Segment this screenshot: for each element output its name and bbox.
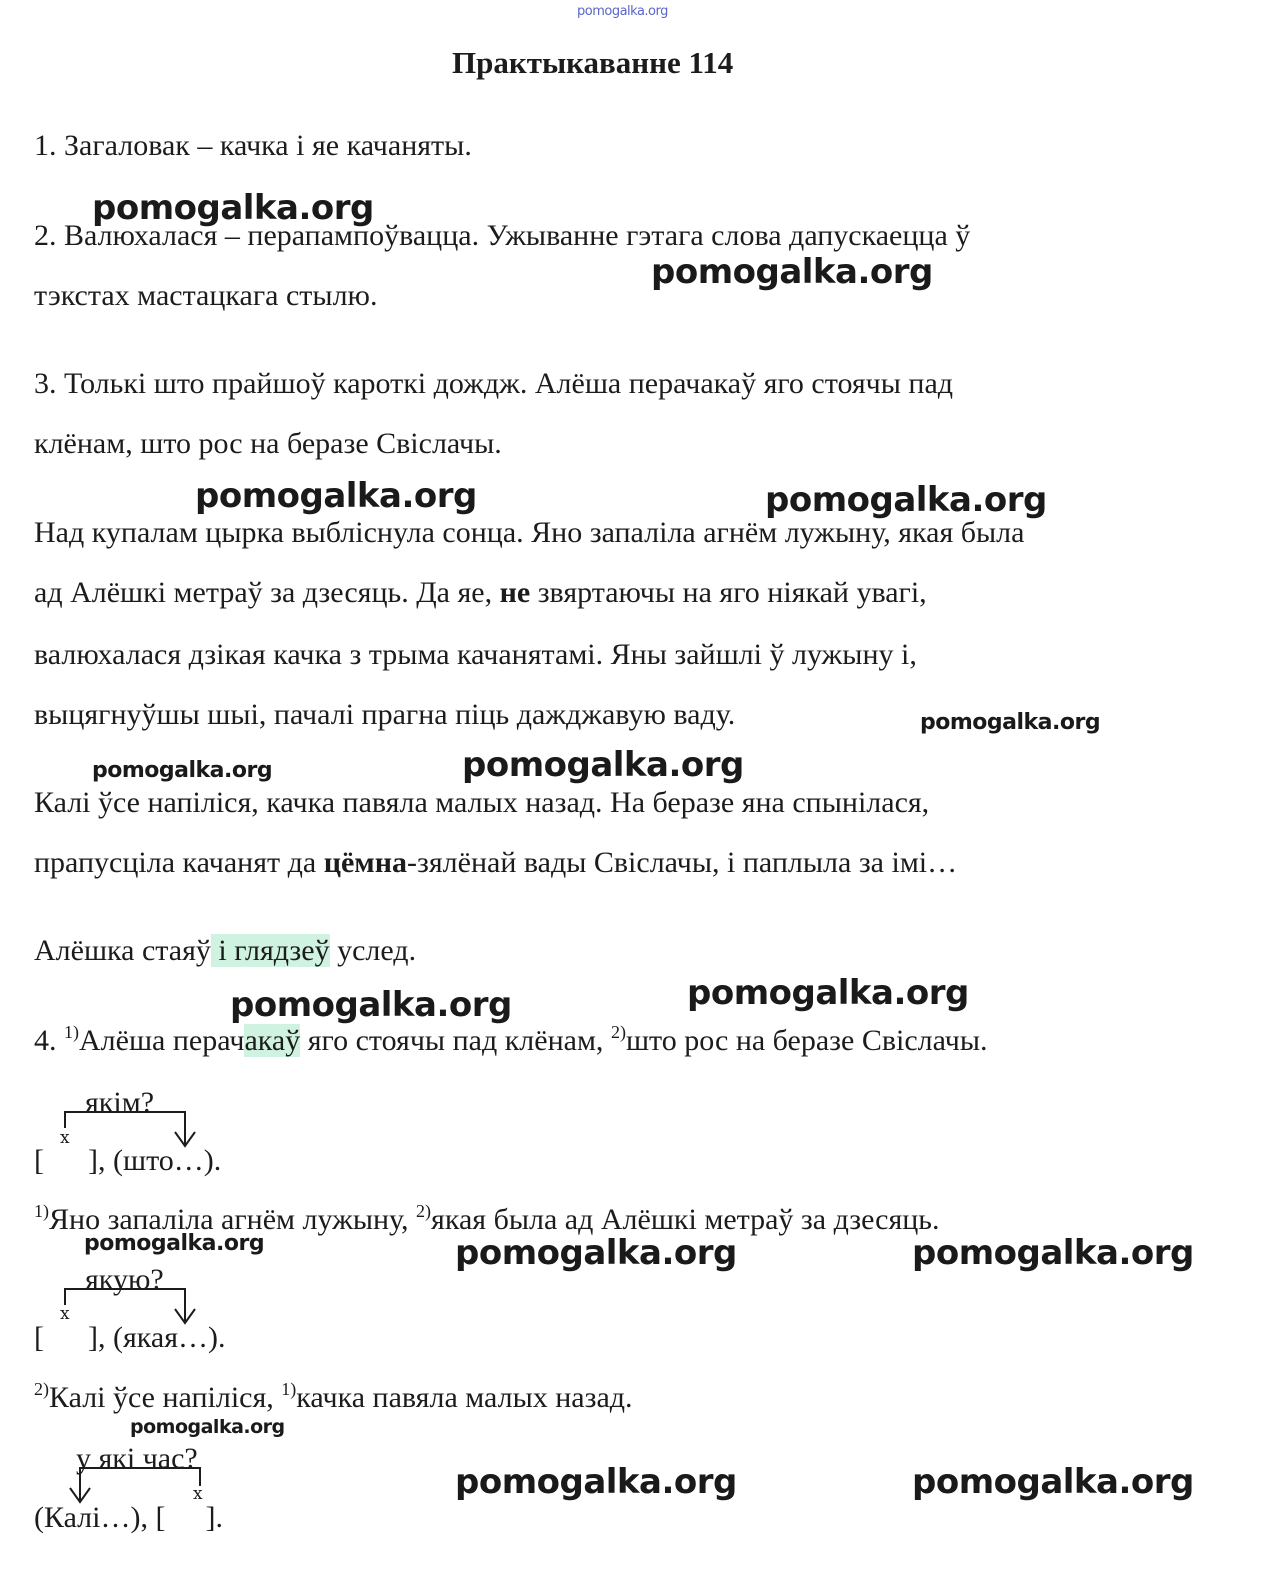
watermark: pomogalka.org bbox=[651, 252, 933, 292]
diagram3-x: x bbox=[193, 1484, 203, 1504]
diagram2-x: x bbox=[60, 1304, 70, 1324]
watermark: pomogalka.org bbox=[84, 1231, 265, 1256]
watermark-top: pomogalka.org bbox=[577, 4, 668, 19]
item2-line1: 2. Валюхалася – перапампоўвацца. Ужыванне гэтага слова дапускаецца ў bbox=[34, 219, 971, 252]
watermark: pomogalka.org bbox=[765, 480, 1047, 520]
watermark: pomogalka.org bbox=[920, 710, 1101, 735]
item4-s2-marker2: 2) bbox=[416, 1201, 432, 1221]
item3-line5: валюхалася дзікая качка з трыма качанятамі. Яны зайшлі ў лужыну і, bbox=[34, 638, 917, 671]
item4-s1-a: Алёша перач bbox=[79, 1024, 245, 1057]
watermark: pomogalka.org bbox=[92, 758, 273, 783]
watermark: pomogalka.org bbox=[687, 973, 969, 1013]
item3-line2: клёнам, што рос на беразе Свіслачы. bbox=[34, 427, 502, 460]
item3-line7: Калі ўсе напіліся, качка павяла малых назад. На беразе яна спынілася, bbox=[34, 786, 930, 819]
item3-line8-bold: цёмна bbox=[323, 846, 408, 879]
item3-line3: Над купалам цырка выбліснула сонца. Яно запаліла агнём лужыну, якая была bbox=[34, 516, 1025, 549]
item3-line4-a: ад Алёшкі метраў за дзесяць. Да яе, bbox=[34, 576, 500, 609]
diagram1-bracket: [ bbox=[34, 1144, 44, 1177]
item4-s2-b: якая была ад Алёшкі метраў за дзесяць. bbox=[431, 1203, 940, 1236]
item2-line2: тэкстах мастацкага стылю. bbox=[34, 279, 378, 312]
watermark: pomogalka.org bbox=[462, 745, 744, 785]
diagram3-formula bbox=[34, 1503, 223, 1533]
diagram3-open: (Калі…), [ bbox=[34, 1501, 166, 1534]
watermark: pomogalka.org bbox=[195, 476, 477, 516]
diagram2-formula bbox=[34, 1323, 226, 1353]
item4-s1-marker1: 1) bbox=[64, 1022, 79, 1042]
diagram3-question: у які час? bbox=[76, 1442, 198, 1475]
item3-line4-c: звяртаючы на яго ніякай увагі, bbox=[530, 576, 927, 609]
watermark: pomogalka.org bbox=[130, 1416, 285, 1438]
item4-s3-marker1: 2) bbox=[34, 1379, 49, 1399]
item4-sentence1 bbox=[34, 1022, 988, 1057]
item4-s3-b: качка павяла малых назад. bbox=[296, 1381, 633, 1414]
item4-sentence3 bbox=[34, 1379, 633, 1414]
item3-line1: 3. Толькі што прайшоў кароткі дождж. Алёша перачакаў яго стоячы пад bbox=[34, 367, 954, 400]
item3-line9-highlight: і глядзеў bbox=[210, 934, 330, 967]
page-title: Практыкаванне 114 bbox=[452, 45, 734, 80]
item3-line4 bbox=[34, 578, 927, 608]
watermark: pomogalka.org bbox=[92, 188, 374, 228]
item3-line8-a: прапусціла качанят да bbox=[34, 846, 324, 879]
watermark: pomogalka.org bbox=[455, 1462, 737, 1502]
diagram3-close: ]. bbox=[205, 1501, 223, 1534]
watermark: pomogalka.org bbox=[455, 1233, 737, 1273]
item3-line9-c: услед. bbox=[329, 934, 417, 967]
watermark: pomogalka.org bbox=[230, 985, 512, 1025]
item4-s2-marker1: 1) bbox=[34, 1201, 49, 1221]
diagram1-question: якім? bbox=[85, 1086, 155, 1119]
item4-s2-a: Яно запаліла агнём лужыну, bbox=[49, 1203, 417, 1236]
item4-s1-d: што рос на беразе Свіслачы. bbox=[625, 1024, 988, 1057]
diagram2-rest: ], (якая…). bbox=[88, 1321, 226, 1354]
item3-line8-c: -зялёнай вады Свіслачы, і паплыла за імі… bbox=[407, 846, 958, 879]
watermark: pomogalka.org bbox=[912, 1462, 1194, 1502]
item1-text: 1. Загаловак – качка і яе качаняты. bbox=[34, 129, 472, 162]
item4-s3-marker2: 1) bbox=[281, 1379, 297, 1399]
item3-line8 bbox=[34, 848, 957, 878]
item4-s1-highlight: акаў bbox=[244, 1024, 301, 1057]
diagram2-question: якую? bbox=[85, 1263, 164, 1296]
diagram1-rest: ], (што…). bbox=[88, 1144, 222, 1177]
item3-line9 bbox=[34, 936, 416, 966]
item4-s1-num: 4. bbox=[34, 1024, 64, 1057]
watermark: pomogalka.org bbox=[912, 1233, 1194, 1273]
diagram1-x: x bbox=[60, 1128, 70, 1148]
diagram2-bracket: [ bbox=[34, 1321, 44, 1354]
diagram1-formula bbox=[34, 1146, 221, 1176]
item3-line9-a: Алёшка стаяў bbox=[34, 934, 211, 967]
item4-s3-a: Калі ўсе напіліся, bbox=[49, 1381, 282, 1414]
item4-s1-marker2: 2) bbox=[610, 1022, 626, 1042]
item3-line4-bold: не bbox=[499, 576, 531, 609]
item3-line6: выцягнуўшы шыі, пачалі прагна піць дажджавую ваду. bbox=[34, 698, 736, 731]
item4-s1-c: яго стоячы пад клёнам, bbox=[300, 1024, 611, 1057]
